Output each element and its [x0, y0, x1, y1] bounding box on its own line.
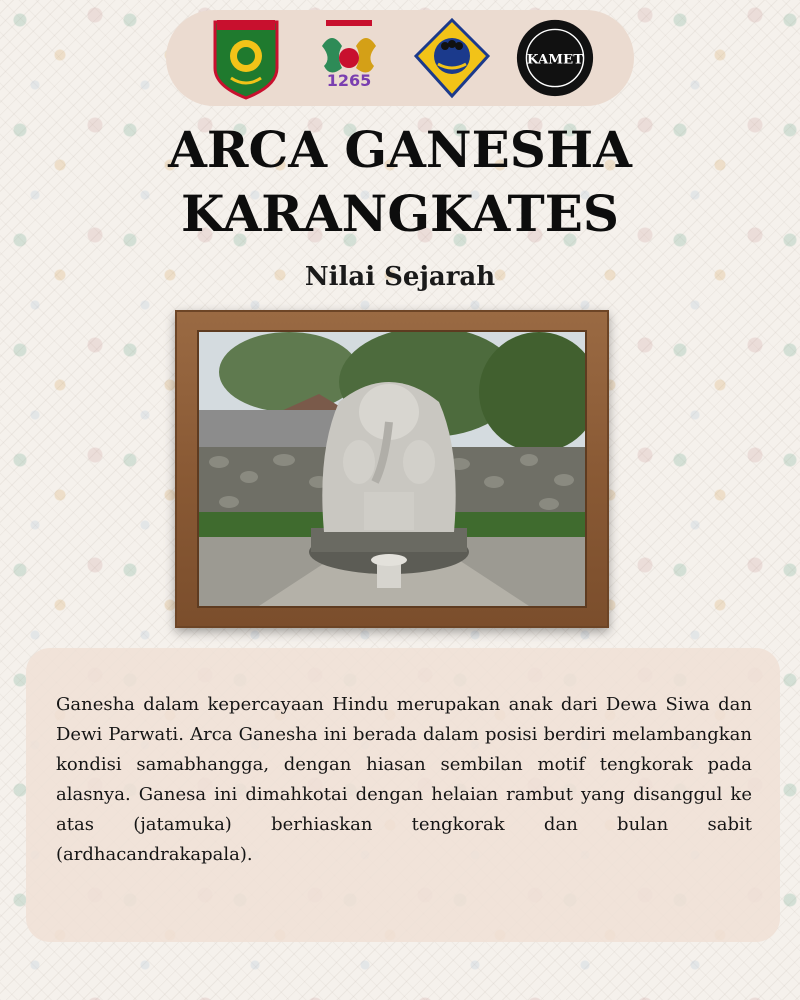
ganesha-statue-photo [197, 330, 587, 608]
kabupaten-malang-emblem [206, 16, 286, 100]
logo-bar [166, 10, 634, 106]
description-text: Ganesha dalam kepercayaan Hindu merupakan anak dari Dewa Siwa dan Dewi Parwati. Arca Ganesha ini berada dalam posisi berdiri melambangkan kondisi samabhangga, dengan hiasan sembilan motif tengkorak pada alasnya. Ganesa ini dimahkotai dengan helaian rambut yang disanggul ke atas (jatamuka) berhiaskan tengkorak dan bulan sabit (ardhacandrakapala). [56, 694, 752, 865]
hari-jadi-kabupaten-malang-logo [309, 16, 389, 100]
svg-text:1265: 1265 [326, 71, 371, 90]
page-subtitle: Nilai Sejarah [304, 262, 496, 292]
svg-text:KAMET: KAMET [526, 51, 583, 68]
title-line-2: KARANGKATES [181, 184, 619, 243]
photo-frame [175, 310, 609, 628]
desa-karangkates-emblem [412, 16, 492, 100]
title-line-1: ARCA GANESHA [168, 120, 632, 179]
kim-karangkates-logo [515, 16, 595, 100]
page-title [0, 118, 800, 246]
